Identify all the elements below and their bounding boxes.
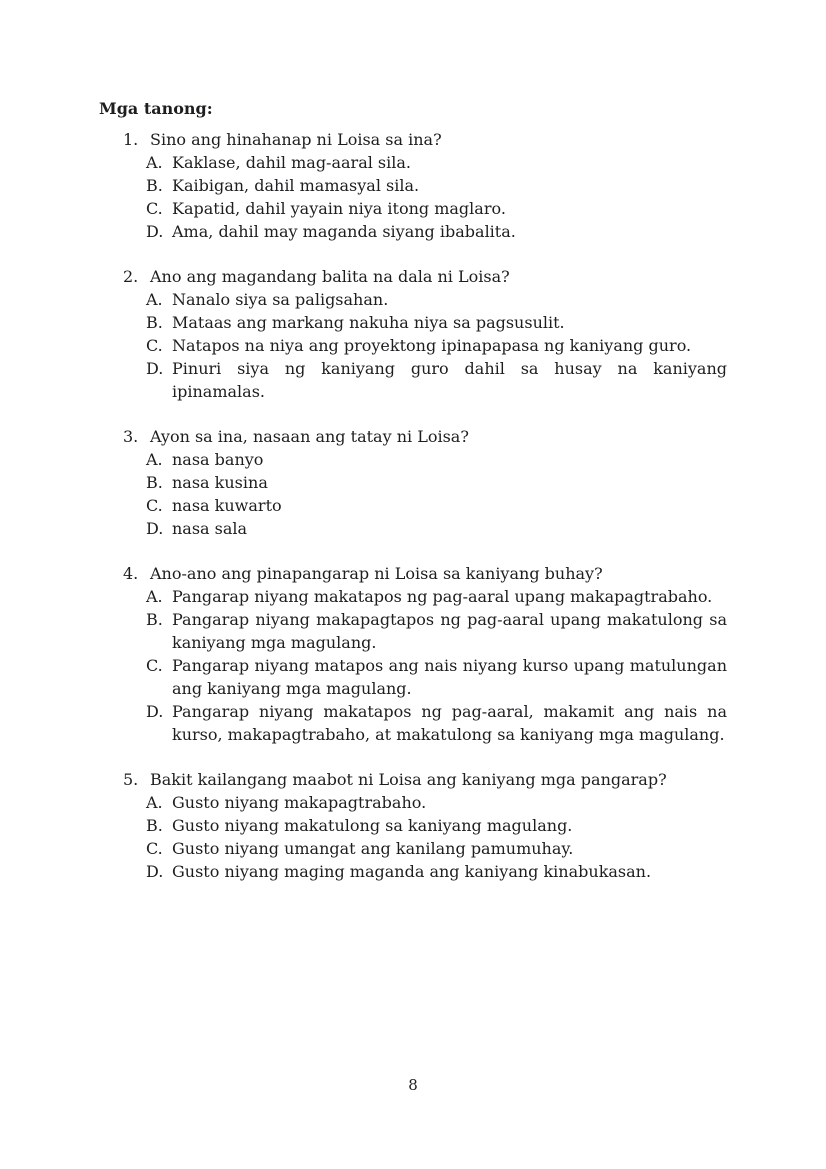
- option-letter: C.: [146, 839, 163, 858]
- option-text: Pangarap niyang makapagtapos ng pag-aaral upang makatulong sa kaniyang mga magulang.: [172, 610, 727, 652]
- answer-option: [146, 288, 727, 311]
- option-text: Kapatid, dahil yayain niya itong maglaro.: [172, 199, 506, 218]
- answer-option: [146, 700, 727, 746]
- question-number: 3.: [123, 427, 139, 446]
- answer-option: [146, 494, 727, 517]
- option-letter: C.: [146, 496, 163, 515]
- option-letter: A.: [146, 290, 163, 309]
- question-line: [99, 768, 727, 791]
- answer-option: [146, 220, 727, 243]
- question-line: [99, 562, 727, 585]
- option-letter: A.: [146, 450, 163, 469]
- question-block-3: [99, 425, 727, 540]
- option-text: Pinuri siya ng kaniyang guro dahil sa husay na kaniyang ipinamalas.: [172, 359, 727, 401]
- question-text: Ano ang magandang balita na dala ni Loisa?: [150, 267, 510, 286]
- question-number: 5.: [123, 770, 139, 789]
- option-text: Mataas ang markang nakuha niya sa pagsusulit.: [172, 313, 565, 332]
- question-block-5: [99, 768, 727, 883]
- option-letter: D.: [146, 222, 164, 241]
- option-letter: C.: [146, 656, 163, 675]
- option-letter: B.: [146, 313, 163, 332]
- question-number: 4.: [123, 564, 139, 583]
- question-text: Ayon sa ina, nasaan ang tatay ni Loisa?: [150, 427, 469, 446]
- option-letter: D.: [146, 519, 164, 538]
- question-number: 1.: [123, 130, 139, 149]
- option-letter: B.: [146, 610, 163, 629]
- option-text: nasa sala: [172, 519, 248, 538]
- option-text: Kaibigan, dahil mamasyal sila.: [172, 176, 420, 195]
- answer-option: [146, 311, 727, 334]
- option-letter: A.: [146, 793, 163, 812]
- answer-option: [146, 791, 727, 814]
- option-letter: B.: [146, 473, 163, 492]
- answer-option: [146, 837, 727, 860]
- option-letter: D.: [146, 862, 164, 881]
- section-heading: Mga tanong:: [99, 99, 213, 118]
- answer-option: [146, 471, 727, 494]
- answer-option: [146, 654, 727, 700]
- option-text: Natapos na niya ang proyektong ipinapapasa ng kaniyang guro.: [172, 336, 692, 355]
- question-line: [99, 425, 727, 448]
- answer-option: [146, 448, 727, 471]
- answer-option: [146, 585, 727, 608]
- question-text: Sino ang hinahanap ni Loisa sa ina?: [150, 130, 442, 149]
- question-number: 2.: [123, 267, 139, 286]
- option-text: Gusto niyang umangat ang kanilang pamumuhay.: [172, 839, 574, 858]
- option-text: Gusto niyang makapagtrabaho.: [172, 793, 427, 812]
- question-block-4: [99, 562, 727, 746]
- answer-option: [146, 517, 727, 540]
- answer-option: [146, 174, 727, 197]
- question-block-1: [99, 128, 727, 243]
- answer-option: [146, 860, 727, 883]
- question-block-2: [99, 265, 727, 403]
- option-letter: A.: [146, 153, 163, 172]
- option-text: Kaklase, dahil mag-aaral sila.: [172, 153, 411, 172]
- option-text: Nanalo siya sa paligsahan.: [172, 290, 389, 309]
- question-line: [99, 265, 727, 288]
- option-letter: C.: [146, 336, 163, 355]
- option-text: Gusto niyang maging maganda ang kaniyang kinabukasan.: [172, 862, 652, 881]
- option-letter: B.: [146, 816, 163, 835]
- answer-option: [146, 197, 727, 220]
- option-letter: C.: [146, 199, 163, 218]
- question-text: Bakit kailangang maabot ni Loisa ang kaniyang mga pangarap?: [150, 770, 667, 789]
- page-number: 8: [408, 1076, 418, 1094]
- option-text: Pangarap niyang makatapos ng pag-aaral, makamit ang nais na kurso, makapagtrabaho, at makatulong sa kaniyang mga magulang.: [172, 702, 727, 744]
- option-text: Ama, dahil may maganda siyang ibabalita.: [172, 222, 516, 241]
- answer-option: [146, 334, 727, 357]
- option-letter: D.: [146, 359, 164, 378]
- option-text: Gusto niyang makatulong sa kaniyang magulang.: [172, 816, 573, 835]
- option-letter: A.: [146, 587, 163, 606]
- answer-option: [146, 608, 727, 654]
- option-text: nasa banyo: [172, 450, 264, 469]
- option-letter: B.: [146, 176, 163, 195]
- option-text: nasa kusina: [172, 473, 268, 492]
- option-text: nasa kuwarto: [172, 496, 282, 515]
- question-line: [99, 128, 727, 151]
- answer-option: [146, 151, 727, 174]
- option-text: Pangarap niyang makatapos ng pag-aaral upang makapagtrabaho.: [172, 587, 713, 606]
- answer-option: [146, 814, 727, 837]
- question-text: Ano-ano ang pinapangarap ni Loisa sa kaniyang buhay?: [150, 564, 603, 583]
- answer-option: [146, 357, 727, 403]
- option-letter: D.: [146, 702, 164, 721]
- option-text: Pangarap niyang matapos ang nais niyang kurso upang matulungan ang kaniyang mga magulang.: [172, 656, 727, 698]
